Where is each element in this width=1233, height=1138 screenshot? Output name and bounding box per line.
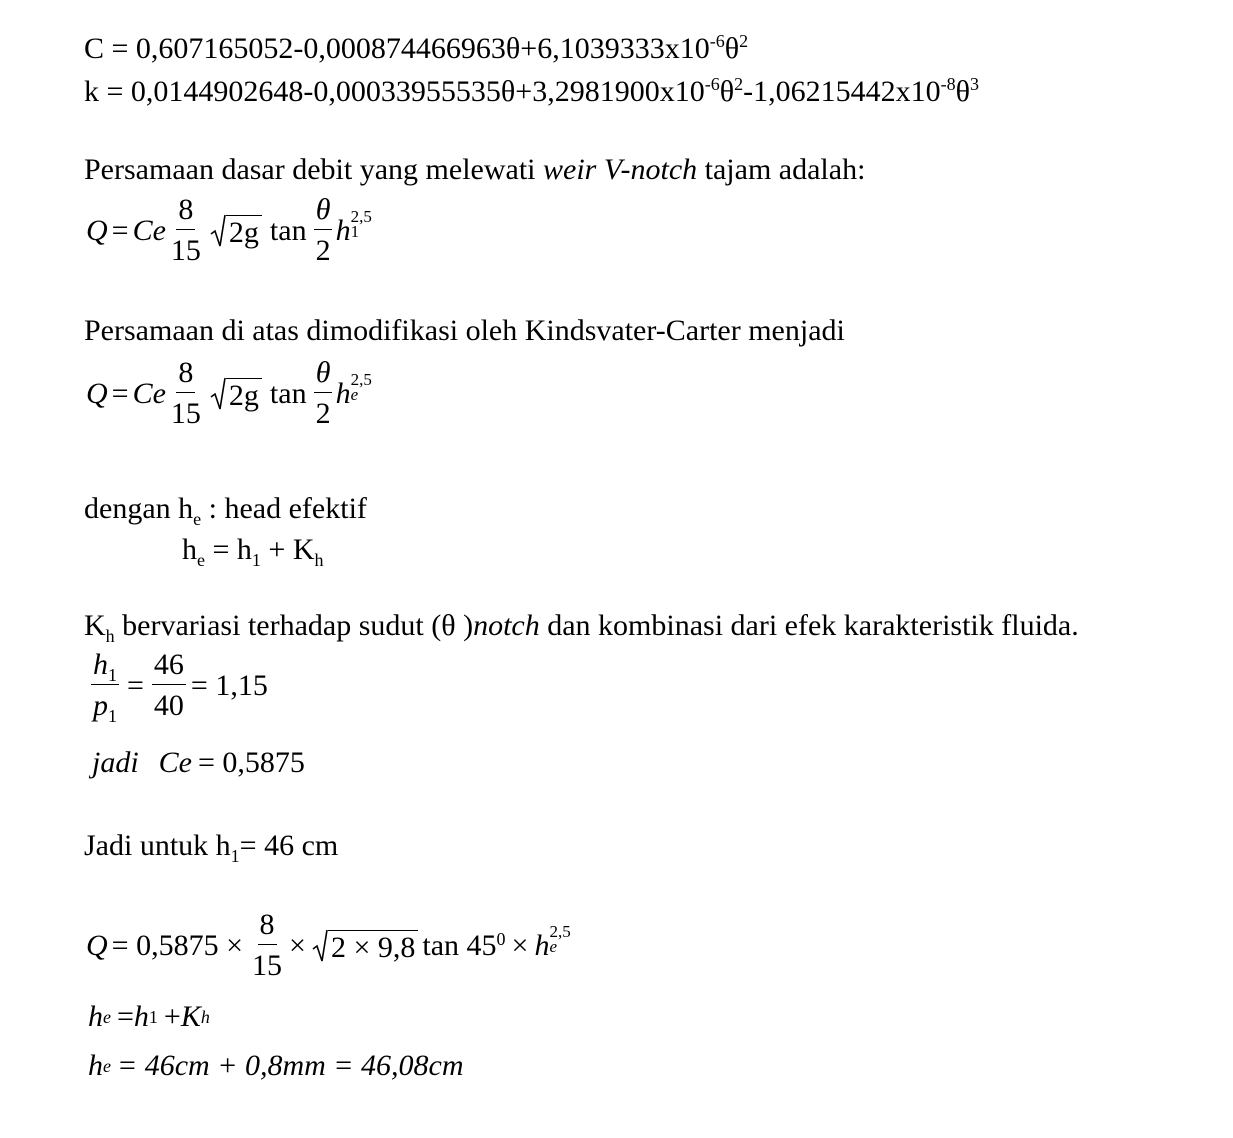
- intro-paragraph-1: Persamaan dasar debit yang melewati weir V-notch tajam adalah:: [84, 153, 866, 186]
- he-power: h 2,5 e: [335, 369, 372, 410]
- intro-paragraph-2: Persamaan di atas dimodifikasi oleh Kindsvater-Carter menjadi: [84, 314, 845, 347]
- equation-he-numeric: h e = 46cm + 0,8mm = 46,08cm: [88, 1049, 464, 1082]
- equation-he-symbolic: h e = h 1 + K h: [88, 1000, 210, 1033]
- fraction-46-40: $\frac{46}{40}$: [153, 648, 184, 722]
- ratio-equation: $\frac{h_1}{p_1}$ = $\frac{46}{40}$ = 1,15: [93, 648, 268, 726]
- he-description: dengan $h_e$ : head efektif: [84, 492, 367, 529]
- kh-description: $K_h$ bervariasi terhadap sudut (θ )notch dan kombinasi dari efek karakteristik fluida.: [84, 609, 1079, 646]
- fraction-8-15: $\frac{8}{15}$: [252, 908, 283, 982]
- sqrt-2x9-8: 2 × 9,8: [312, 929, 418, 963]
- h1-value-line: Jadi untuk $h_1= 46$ cm: [84, 829, 339, 866]
- equation-q-modified: Q = Ce $\frac{8}{15}$ 2g tan $\frac{\theta}{2}$ h 2,5 e: [86, 356, 372, 430]
- he-power: h 2,5 e: [534, 921, 571, 962]
- fraction-8-15: $\frac{8}{15}$: [170, 193, 201, 267]
- he-definition: $h_e = h_1 + K_h$: [182, 533, 324, 570]
- fraction-h1-p1: $\frac{h_1}{p_1}$: [93, 648, 117, 726]
- sqrt-2g: 2g: [210, 377, 262, 411]
- fraction-theta-2: $\frac{\theta}{2}$: [315, 356, 331, 430]
- ce-result: jadi Ce = 0,5875: [92, 746, 305, 779]
- equation-q-numeric: Q = 0,5875 × $\frac{8}{15}$ × 2 × 9,8 tan 45 0 × h 2,5 e: [86, 908, 571, 982]
- c-formula: $C = 0,607165052-0,000874466963\theta+6,1039333x10^{-6}\theta^2$: [84, 31, 749, 65]
- h1-power: h 2,5 1: [335, 206, 372, 247]
- equation-q-basic: Q = Ce $\frac{8}{15}$ 2g tan $\frac{\theta}{2}$ h 2,5 1: [86, 193, 372, 267]
- k-formula: $k = 0,0144902648-0,00033955535\theta+3,2981900x10^{-6}\theta^2-1,06215442x10^{-8}\theta^3$: [84, 74, 979, 108]
- fraction-theta-2: $\frac{\theta}{2}$: [315, 193, 331, 267]
- fraction-8-15: $\frac{8}{15}$: [170, 356, 201, 430]
- sqrt-2g: 2g: [210, 214, 262, 248]
